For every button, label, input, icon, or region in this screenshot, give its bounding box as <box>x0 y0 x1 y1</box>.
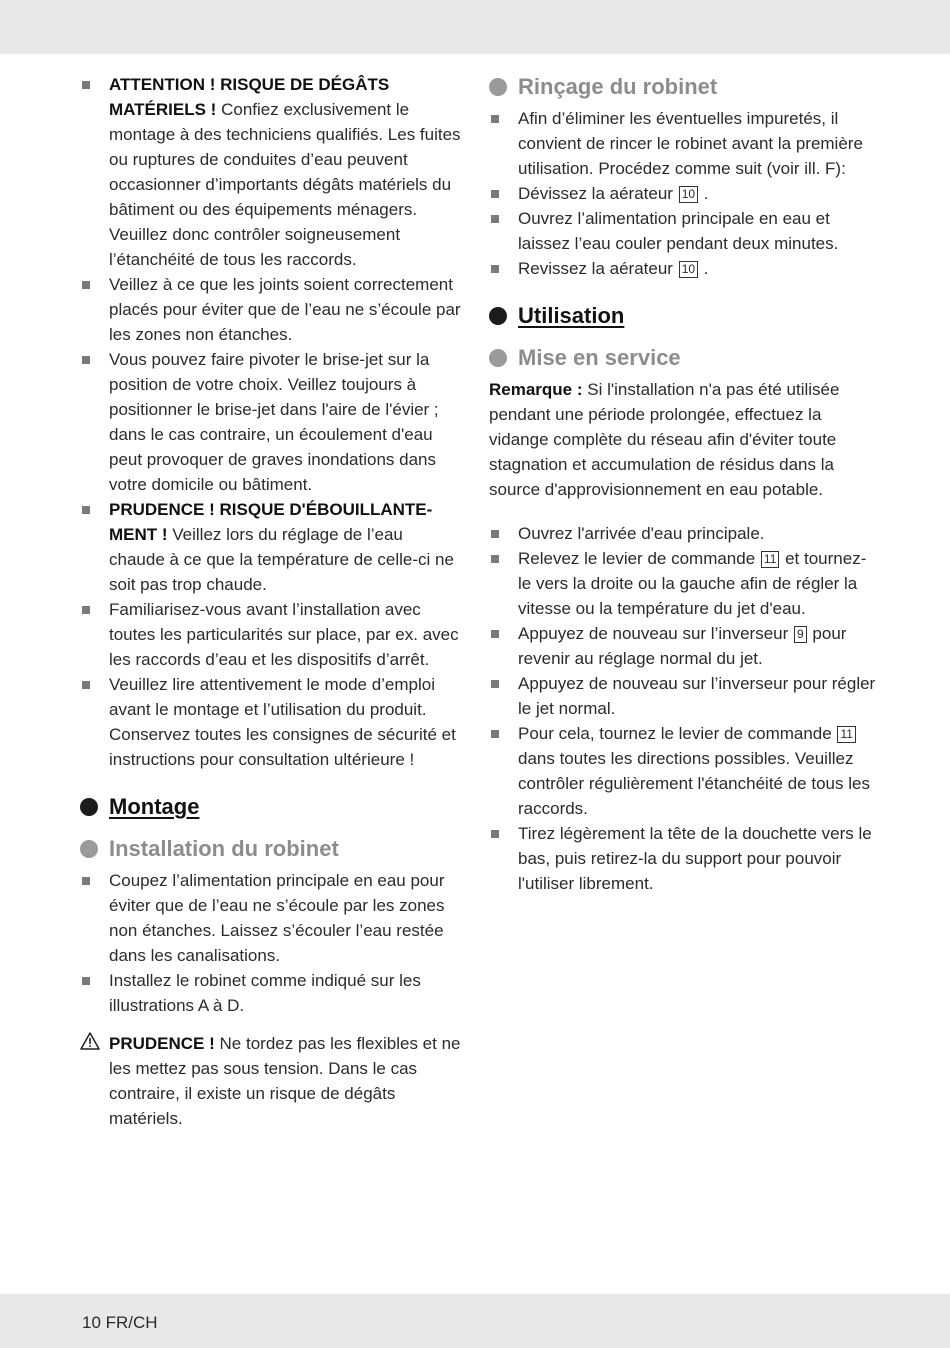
header-bar <box>0 0 950 54</box>
list-item-text: . <box>699 184 709 203</box>
list-item-text: et tournez-le vers la droite ou la gauche afin de régler la vitesse ou la température du jet d'eau. <box>518 549 867 618</box>
list-item <box>489 256 879 281</box>
bullet-square-icon <box>82 877 90 885</box>
bullet-square-icon <box>491 190 499 198</box>
bullet-square-icon <box>82 81 90 89</box>
list-item <box>80 968 462 1018</box>
note-label: Remarque : <box>489 380 583 399</box>
subsection-heading-mise-en-service <box>489 343 879 373</box>
list-item <box>80 272 462 347</box>
bullet-square-icon <box>82 606 90 614</box>
list-item <box>489 206 879 256</box>
warning-triangle-icon <box>80 1031 100 1058</box>
list-item <box>489 721 879 821</box>
list-item-text: Veillez lors du réglage de l’eau chaude à ce que la température de celle-ci ne soit pas trop chaude. <box>109 525 454 594</box>
list-item <box>489 821 879 896</box>
bullet-square-icon <box>491 115 499 123</box>
bullet-square-icon <box>491 215 499 223</box>
list-item-text: Veuillez lire attentivement le mode d’emploi avant le montage et l’utilisation du produit. Conservez toutes les consignes de sécurité et instructions pour consultation ultérieure ! <box>109 675 456 769</box>
heading-text: Installation du robinet <box>109 836 339 861</box>
list-item <box>489 521 879 546</box>
part-reference: 9 <box>794 626 807 643</box>
heading-dot-icon <box>80 798 98 816</box>
note-text: Si l'installation n'a pas été utilisée pendant une période prolongée, effectuez la vidange complète du réseau afin d'éviter toute stagnation et accumulation de résidus dans la source d'approvisionnement en eau potable. <box>489 380 840 499</box>
subsection-heading-rincage <box>489 72 879 102</box>
heading-text: Utilisation <box>518 303 625 328</box>
bullet-square-icon <box>82 681 90 689</box>
part-reference: 11 <box>837 726 855 743</box>
bullet-square-icon <box>82 356 90 364</box>
list-item-text: Coupez l’alimentation principale en eau pour éviter que de l’eau ne s’écoule par les zones non étanches. Laissez s’écouler l’eau restée dans les canalisations. <box>109 871 445 965</box>
list-item-text: Revissez la aérateur <box>518 259 678 278</box>
list-item-text: Relevez le levier de commande <box>518 549 760 568</box>
list-item <box>489 546 879 621</box>
bullet-square-icon <box>491 530 499 538</box>
warning-text: Ne tordez pas les flexibles et ne les mettez pas sous tension. Dans le cas contraire, il existe un risque de dégâts matériels. <box>109 1034 461 1128</box>
list-item <box>80 347 462 497</box>
bullet-square-icon <box>491 630 499 638</box>
section-heading-utilisation <box>489 301 879 331</box>
list-item-text: Confiez exclusivement le montage à des techniciens qualifiés. Les fuites ou ruptures de conduites d’eau peuvent occasionner d’importants dégâts matériels du bâtiment ou des équipements ménagers. Veuillez donc contrôler soigneusement l’étanchéité de tous les raccords. <box>109 100 461 269</box>
right-column <box>489 72 879 896</box>
subsection-heading-installation <box>80 834 462 864</box>
bullet-square-icon <box>491 730 499 738</box>
heading-dot-icon <box>489 78 507 96</box>
bullet-square-icon <box>491 830 499 838</box>
part-reference: 10 <box>679 186 698 203</box>
list-item-text: Appuyez de nouveau sur l’inverseur <box>518 624 793 643</box>
list-item-text: Pour cela, tournez le levier de commande <box>518 724 837 743</box>
bullet-square-icon <box>491 265 499 273</box>
section-heading-montage <box>80 792 462 822</box>
list-item-text: Ouvrez l’alimentation principale en eau et laissez l’eau couler pendant deux minutes. <box>518 209 839 253</box>
warning-label: ATTENTION ! RISQUE DE DÉGÂTS MATÉRIELS ! <box>109 75 390 119</box>
note-paragraph <box>489 377 879 502</box>
list-item-text: dans toutes les directions possibles. Veuillez contrôler régulièrement l'étanchéité de tous les raccords. <box>518 749 870 818</box>
list-item-text: . <box>699 259 709 278</box>
list-item-text: Installez le robinet comme indiqué sur les illustrations A à D. <box>109 971 421 1015</box>
list-item-text: Familiarisez-vous avant l’installation avec toutes les particularités sur place, par ex. avec les raccords d’eau et les dispositifs d’arrêt. <box>109 600 459 669</box>
heading-dot-icon <box>80 840 98 858</box>
bullet-square-icon <box>82 506 90 514</box>
list-item-text: Veillez à ce que les joints soient correctement placés pour éviter que de l’eau ne s’écoule par les zones non étanches. <box>109 275 461 344</box>
left-column <box>80 72 462 1131</box>
heading-dot-icon <box>489 307 507 325</box>
bullet-square-icon <box>82 977 90 985</box>
part-reference: 11 <box>761 551 779 568</box>
list-item-text: Dévissez la aérateur <box>518 184 678 203</box>
page-number: 10 FR/CH <box>82 1313 158 1332</box>
list-item-text: Afin d’éliminer les éventuelles impuretés, il convient de rincer le robinet avant la première utilisation. Procédez comme suit (voir ill. F): <box>518 109 863 178</box>
warning-box <box>80 1031 462 1131</box>
warning-label: PRUDENCE ! RISQUE D'ÉBOUILLANTE-MENT ! <box>109 500 433 544</box>
warning-label: PRUDENCE ! <box>109 1034 215 1053</box>
heading-text: Mise en service <box>518 345 681 370</box>
list-item <box>80 597 462 672</box>
list-item-text: pour revenir au réglage normal du jet. <box>518 624 847 668</box>
part-reference: 10 <box>679 261 698 278</box>
bullet-square-icon <box>491 555 499 563</box>
list-item-text: Ouvrez l'arrivée d'eau principale. <box>518 524 765 543</box>
list-item-text: Vous pouvez faire pivoter le brise-jet sur la position de votre choix. Veillez toujours à positionner le brise-jet dans l'aire de l'évier ; dans le cas contraire, un écoulement d'eau peut provoquer de graves inondations dans votre domicile ou bâtiment. <box>109 350 439 494</box>
list-item <box>489 621 879 671</box>
list-item <box>80 672 462 772</box>
list-item <box>80 497 462 597</box>
list-item-text: Appuyez de nouveau sur l’inverseur pour régler le jet normal. <box>518 674 876 718</box>
list-item <box>80 72 462 272</box>
bullet-square-icon <box>491 680 499 688</box>
list-item <box>489 181 879 206</box>
list-item <box>489 671 879 721</box>
heading-dot-icon <box>489 349 507 367</box>
list-item <box>489 106 879 181</box>
list-item-text: Tirez légèrement la tête de la douchette vers le bas, puis retirez-la du support pour pouvoir l'utiliser librement. <box>518 824 872 893</box>
list-item <box>80 868 462 968</box>
heading-text: Montage <box>109 794 200 819</box>
heading-text: Rinçage du robinet <box>518 74 718 99</box>
bullet-square-icon <box>82 281 90 289</box>
